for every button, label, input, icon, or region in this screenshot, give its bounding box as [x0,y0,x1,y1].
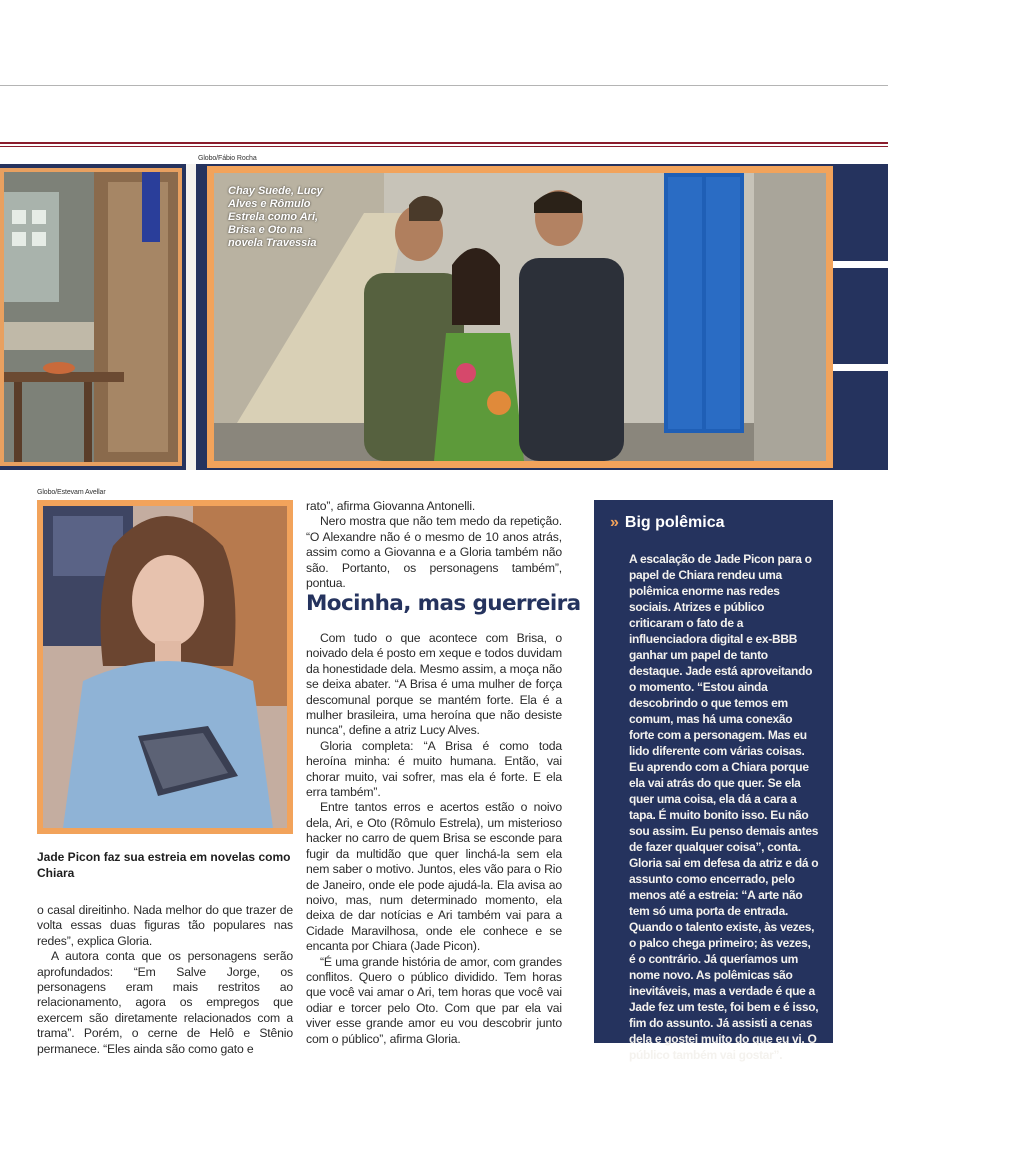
red-divider-line [0,142,888,144]
jade-photo-illustration [43,506,287,828]
sidebar-box-text: A escalação de Jade Picon para o papel de Chiara rendeu uma polêmica enorme nas redes sociais. Atrizes e público criticaram o fato de a influenciadora digital e ex-BBB ganhar um papel de tanto destaque. Jade está aproveitando o momento. “Estou ainda descobrindo o que temos em comum, mas há uma conexão forte com a personagem. Mas eu lido diferente com várias coisas. Eu aprendo com a Chiara porque ela vai atrás do que quer. Se ela quer uma coisa, ela dá a cara a tapa. É muito bonito isso. Eu não sou assim. Eu penso demais antes de fazer qualquer coisa”, conta. Gloria sai em defesa da atriz e dá o assunto como encerrado, pelo menos até a estreia: “A arte não tem só uma porta de entrada. Quando o talento existe, às vezes, o palco chega primeiro; às vezes, é o contrário. Já queríamos um nome novo. As polêmicas são inevitáveis, mas a verdade é que a Jade fez um teste, foi bem e é isso, fim do assunto. Já assisti a cenas dela e gostei muito do que eu vi. O público também vai gostar”. [629,552,819,1062]
top-divider-line [0,85,888,86]
middle-column-text [306,631,562,1047]
sidebar-box-title [610,514,724,532]
jade-photo-caption: Jade Picon faz sua estreia em novelas como Chiara [37,850,291,880]
paragraph: Gloria completa: “A Brisa é como toda heroína minha: é muito humana. Então, vai chorar muito, vai sofrer, mas ela é forte. E ela erra também”. [306,738,562,800]
cast-photo-caption: Chay Suede, Lucy Alves e Rômulo Estrela como Ari, Brisa e Oto na novela Travessia [228,185,323,249]
paragraph: Com tudo o que acontece com Brisa, o noivado dela é posto em xeque e todos duvidam da honestidade dela. Mesmo assim, a moça não se deixa abater. “A Brisa é uma mulher de força descomunal porque se mantém forte. Ela é a mulher brasileira, uma heroína que não desiste nunca”, define a atriz Lucy Alves. [306,631,562,738]
red-divider-line-thin [0,146,888,147]
paragraph: A autora conta que os personagens serão aprofundados: “Em Salve Jorge, os personagens eram mais restritos ao relacionamento, agora os empregos que exercem são diretamente relacionados com a trama”. Porém, o cerne de Helô e Stênio permanece. “Eles ainda são como gato e [37,949,293,1056]
paragraph: Nero mostra que não tem medo da repetição. “O Alexandre não é o mesmo de 10 anos atrás, assim como a Giovanna e a Gloria também não são. Portanto, os personagens também”, pontua. [306,514,562,591]
kitchen-photo-illustration [4,172,178,462]
photo-credit-jade: Globo/Estevam Avellar [37,489,106,496]
paragraph: o casal direitinho. Nada melhor do que trazer de volta essas duas figuras tão populares nas redes”, explica Gloria. [37,903,293,948]
photo-credit-top: Globo/Fábio Rocha [198,155,257,162]
band-stripe [832,364,888,371]
paragraph: rato”, afirma Giovanna Antonelli. [306,499,476,513]
cast-photo [207,166,833,468]
band-separator [186,164,196,470]
paragraph: Entre tantos erros e acertos estão o noivo dela, Ari, e Oto (Rômulo Estrela), um misterioso hacker no carro de quem Brisa se esconde para fugir da multidão que quer linchá-la sem ela nem saber o motivo. Juntos, eles vão para o Rio de Janeiro, onde ele pode ajudá-la. Ela avisa ao noivo, mas, num determinado momento, ela deixa de dar notícias e Ari também vai para a Cidade Maravilhosa, onde ele conhece e se encanta por Chiara (Jade Picon). [306,800,562,954]
jade-photo [37,500,293,834]
left-column-text [37,903,293,1057]
band-stripe [832,261,888,268]
sidebar-box-title-text: Big polêmica [624,514,725,531]
section-heading: Mocinha, mas guerreira [306,591,581,616]
paragraph: “É uma grande história de amor, com grandes conflitos. Quero o público dividido. Tem horas que você vai amar o Ari, tem horas que você vai odiar e torcer pelo Oto. Com que par ela vai viver esse grande amor eu vou descobrir junto com o público”, afirma Gloria. [306,954,562,1046]
kitchen-photo [0,168,182,466]
middle-column-top-text [306,499,562,591]
chevron-right-icon: » [610,514,619,531]
